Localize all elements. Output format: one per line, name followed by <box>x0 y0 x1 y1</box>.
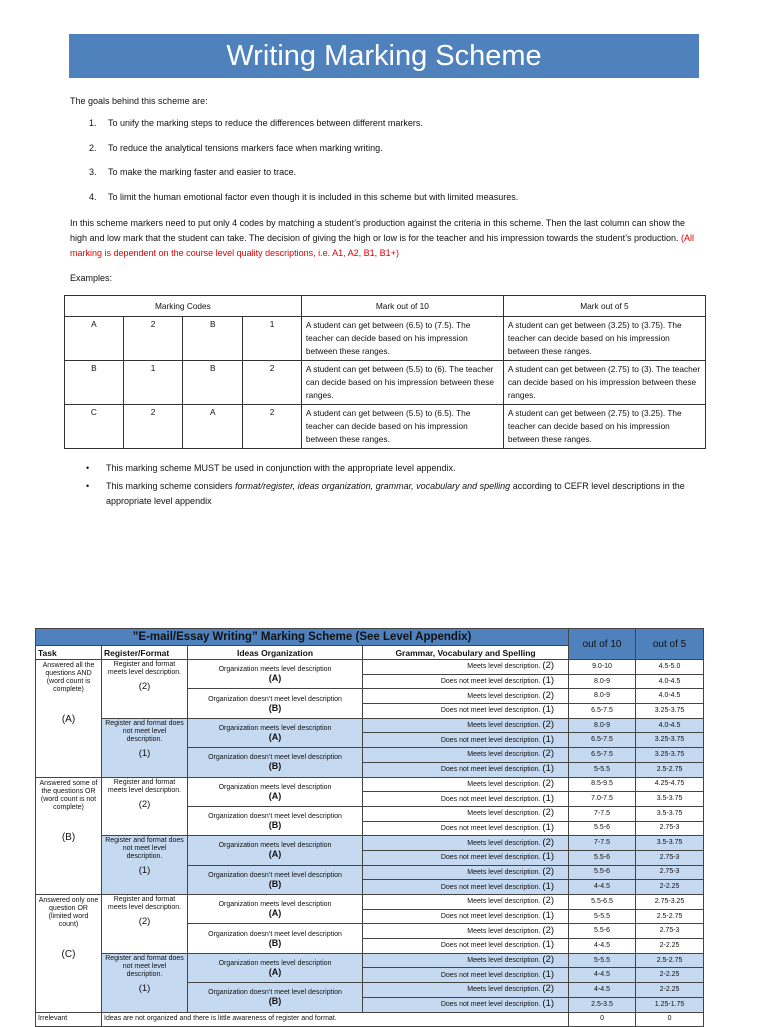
ideas-cell: Organization doesn’t meet level description (B) <box>188 806 363 835</box>
grammar-cell: Does not meet level description. (1) <box>363 939 569 954</box>
irrelevant-out5: 0 <box>636 1012 704 1027</box>
grammar-cell: Meets level description. (2) <box>363 806 569 821</box>
irrelevant-out10: 0 <box>569 1012 636 1027</box>
mark-out-of-5: 3.25-3.75 <box>636 748 704 763</box>
mark-out-of-5: 2.75-3 <box>636 850 704 865</box>
grammar-cell: Meets level description. (2) <box>363 836 569 851</box>
grammar-cell: Meets level description. (2) <box>363 895 569 910</box>
scheme-row <box>36 660 704 675</box>
mark-out-of-10: 5-5.5 <box>569 953 636 968</box>
grammar-cell: Meets level description. (2) <box>363 777 569 792</box>
ideas-cell: Organization doesn’t meet level description (B) <box>188 865 363 894</box>
examples-label: Examples: <box>70 273 113 283</box>
notes-list <box>86 461 686 512</box>
goal-item: 2. To reduce the analytical tensions markers face when marking writing. <box>89 142 383 153</box>
goals-list <box>70 118 518 216</box>
scheme-title: ”E-mail/Essay Writing” Marking Scheme (See Level Appendix) <box>36 629 569 646</box>
mark-out-of-5: 3.25-3.75 <box>636 733 704 748</box>
mark-out-of-10: 7-7.5 <box>569 836 636 851</box>
header-marking-codes: Marking Codes <box>65 296 302 317</box>
ideas-cell: Organization meets level description (A) <box>188 953 363 982</box>
mark-out-of-5: 1.25-1.75 <box>636 997 704 1012</box>
mark-out-of-10: 5.5-6 <box>569 924 636 939</box>
ideas-cell: Organization meets level description (A) <box>188 836 363 865</box>
example-row: A 2 B 1 A student can get between (6.5) to (7.5). The teacher can decide based on his impression between these ranges. A student can get between (3.25) to (3.75). The teacher can decide based on his impression between these ranges. <box>65 317 706 361</box>
ideas-cell: Organization doesn’t meet level description (B) <box>188 748 363 777</box>
mark-out-of-10: 4-4.5 <box>569 880 636 895</box>
mark-out-of-5: 4.0-4.5 <box>636 718 704 733</box>
register-header: Register/Format <box>102 646 188 660</box>
mark-out-of-10: 4-4.5 <box>569 983 636 998</box>
task-cell: Answered some of the questions OR (word count is not complete) (B) <box>36 777 102 895</box>
grammar-cell: Does not meet level description. (1) <box>363 997 569 1012</box>
register-cell: Register and format meets level description. (2) <box>102 777 188 836</box>
mark-out-of-5: 4.5-5.0 <box>636 660 704 675</box>
grammar-cell: Does not meet level description. (1) <box>363 968 569 983</box>
mark-out-of-10: 7.0-7.5 <box>569 792 636 807</box>
mark-out-of-10: 4-4.5 <box>569 939 636 954</box>
mark-out-of-5: 2.5-2.75 <box>636 953 704 968</box>
grammar-cell: Does not meet level description. (1) <box>363 733 569 748</box>
irrelevant-text: Ideas are not organized and there is little awareness of register and format. <box>102 1012 569 1027</box>
register-cell: Register and format does not meet level description. (1) <box>102 836 188 895</box>
level-note: (All marking is dependent on the course level quality descriptions, i.e. A1, A2, B1, B1+) <box>70 233 695 258</box>
task-cell: Answered only one question OR (limited word count) (C) <box>36 895 102 1013</box>
mark-out-of-5: 2-2.25 <box>636 939 704 954</box>
mark-out-of-10: 7-7.5 <box>569 806 636 821</box>
mark-out-of-10: 6.5-7.5 <box>569 733 636 748</box>
grammar-cell: Does not meet level description. (1) <box>363 762 569 777</box>
mark-out-of-5: 2.5-2.75 <box>636 762 704 777</box>
out-of-10-header: out of 10 <box>569 629 636 660</box>
mark-out-of-5: 2-2.25 <box>636 983 704 998</box>
mark-out-of-10: 8.0-9 <box>569 674 636 689</box>
example-row: C 2 A 2 A student can get between (5.5) to (6.5). The teacher can decide based on his impression between these ranges. A student can get between (2.75) to (3.25). The teacher can decide based on his impression between these ranges. <box>65 405 706 449</box>
mark-out-of-5: 3.25-3.75 <box>636 704 704 719</box>
grammar-cell: Does not meet level description. (1) <box>363 704 569 719</box>
mark-out-of-10: 8.5-9.5 <box>569 777 636 792</box>
mark-out-of-10: 5-5.5 <box>569 909 636 924</box>
example-row: B 1 B 2 A student can get between (5.5) to (6). The teacher can decide based on his impression between these ranges. A student can get between (2.75) to (3). The teacher can decide based on his impression between these ranges. <box>65 361 706 405</box>
mark-out-of-5: 2-2.25 <box>636 968 704 983</box>
grammar-cell: Does not meet level description. (1) <box>363 821 569 836</box>
grammar-cell: Does not meet level description. (1) <box>363 792 569 807</box>
mark-out-of-10: 8.0-9 <box>569 689 636 704</box>
mark-out-of-5: 3.5-3.75 <box>636 806 704 821</box>
scheme-row <box>36 777 704 792</box>
mark-out-of-10: 8.0-9 <box>569 718 636 733</box>
grammar-cell: Does not meet level description. (1) <box>363 674 569 689</box>
note-item: • This marking scheme MUST be used in conjunction with the appropriate level appendix. <box>86 461 686 476</box>
mark-out-of-10: 5.5-6 <box>569 821 636 836</box>
marking-scheme-table <box>35 628 704 1027</box>
ideas-cell: Organization doesn’t meet level description (B) <box>188 983 363 1012</box>
out-of-5-header: out of 5 <box>636 629 704 660</box>
mark-out-of-5: 2-2.25 <box>636 880 704 895</box>
grammar-cell: Does not meet level description. (1) <box>363 850 569 865</box>
mark-out-of-10: 5.5-6.5 <box>569 895 636 910</box>
goal-item: 4. To limit the human emotional factor even though it is included in this scheme but with limited measures. <box>89 191 519 202</box>
header-mark-5: Mark out of 5 <box>503 296 705 317</box>
grammar-cell: Meets level description. (2) <box>363 660 569 675</box>
mark-out-of-5: 4.0-4.5 <box>636 689 704 704</box>
mark-out-of-10: 5.5-6 <box>569 850 636 865</box>
scheme-row <box>36 895 704 910</box>
ideas-cell: Organization doesn’t meet level description (B) <box>188 924 363 953</box>
mark-out-of-10: 2.5-3.5 <box>569 997 636 1012</box>
ideas-header: Ideas Organization <box>188 646 363 660</box>
mark-out-of-5: 2.75-3.25 <box>636 895 704 910</box>
examples-header-row <box>65 296 706 317</box>
goal-item: 1. To unify the marking steps to reduce the differences between different markers. <box>89 118 423 128</box>
grammar-cell: Meets level description. (2) <box>363 924 569 939</box>
register-cell: Register and format does not meet level description. (1) <box>102 718 188 777</box>
grammar-cell: Meets level description. (2) <box>363 748 569 763</box>
mark-out-of-10: 5-5.5 <box>569 762 636 777</box>
grammar-cell: Meets level description. (2) <box>363 953 569 968</box>
grammar-cell: Meets level description. (2) <box>363 865 569 880</box>
ideas-cell: Organization meets level description (A) <box>188 777 363 806</box>
scheme-row <box>36 836 704 851</box>
mark-out-of-5: 4.0-4.5 <box>636 674 704 689</box>
mark-out-of-10: 6.5-7.5 <box>569 748 636 763</box>
mark-out-of-10: 5.5-6 <box>569 865 636 880</box>
mark-out-of-10: 9.0-10 <box>569 660 636 675</box>
grammar-cell: Does not meet level description. (1) <box>363 909 569 924</box>
grammar-cell: Does not meet level description. (1) <box>363 880 569 895</box>
mark-out-of-5: 3.5-3.75 <box>636 836 704 851</box>
grammar-cell: Meets level description. (2) <box>363 718 569 733</box>
mark-out-of-10: 6.5-7.5 <box>569 704 636 719</box>
task-header: Task <box>36 646 102 660</box>
note-item: • This marking scheme considers format/register, ideas organization, grammar, vocabulary and spelling according to CEFR level descriptions in the appropriate level appendix <box>86 479 686 509</box>
register-cell: Register and format meets level description. (2) <box>102 660 188 719</box>
mark-out-of-5: 3.5-3.75 <box>636 792 704 807</box>
grammar-cell: Meets level description. (2) <box>363 689 569 704</box>
mark-out-of-10: 4-4.5 <box>569 968 636 983</box>
description-paragraph: In this scheme markers need to put only 4 codes by matching a student’s production against the criteria in this scheme. Then the last column can show the high and low mark that the student can take. The decision of giving the high or low is for the teacher and his impression towards the student’s production. (All marking is dependent on the course level quality descriptions, i.e. A1, A2, B1, B1+) <box>70 218 695 258</box>
ideas-cell: Organization meets level description (A) <box>188 718 363 747</box>
scheme-row <box>36 718 704 733</box>
mark-out-of-5: 2.5-2.75 <box>636 909 704 924</box>
mark-out-of-5: 2.75-3 <box>636 821 704 836</box>
grammar-cell: Meets level description. (2) <box>363 983 569 998</box>
goal-item: 3. To make the marking faster and easier to trace. <box>89 167 297 177</box>
register-cell: Register and format does not meet level description. (1) <box>102 953 188 1012</box>
ideas-cell: Organization meets level description (A) <box>188 895 363 924</box>
grammar-header: Grammar, Vocabulary and Spelling <box>363 646 569 660</box>
ideas-cell: Organization meets level description (A) <box>188 660 363 689</box>
task-cell: Answered all the questions AND (word count is complete) (A) <box>36 660 102 778</box>
mark-out-of-5: 2.75-3 <box>636 865 704 880</box>
intro-text: The goals behind this scheme are: <box>70 96 208 106</box>
page-title: Writing Marking Scheme <box>69 34 699 78</box>
mark-out-of-5: 4.25-4.75 <box>636 777 704 792</box>
irrelevant-label: Irrelevant <box>36 1012 102 1027</box>
examples-table <box>64 295 706 449</box>
ideas-cell: Organization doesn’t meet level description (B) <box>188 689 363 718</box>
header-mark-10: Mark out of 10 <box>301 296 503 317</box>
register-cell: Register and format meets level description. (2) <box>102 895 188 954</box>
scheme-row <box>36 953 704 968</box>
mark-out-of-5: 2.75-3 <box>636 924 704 939</box>
